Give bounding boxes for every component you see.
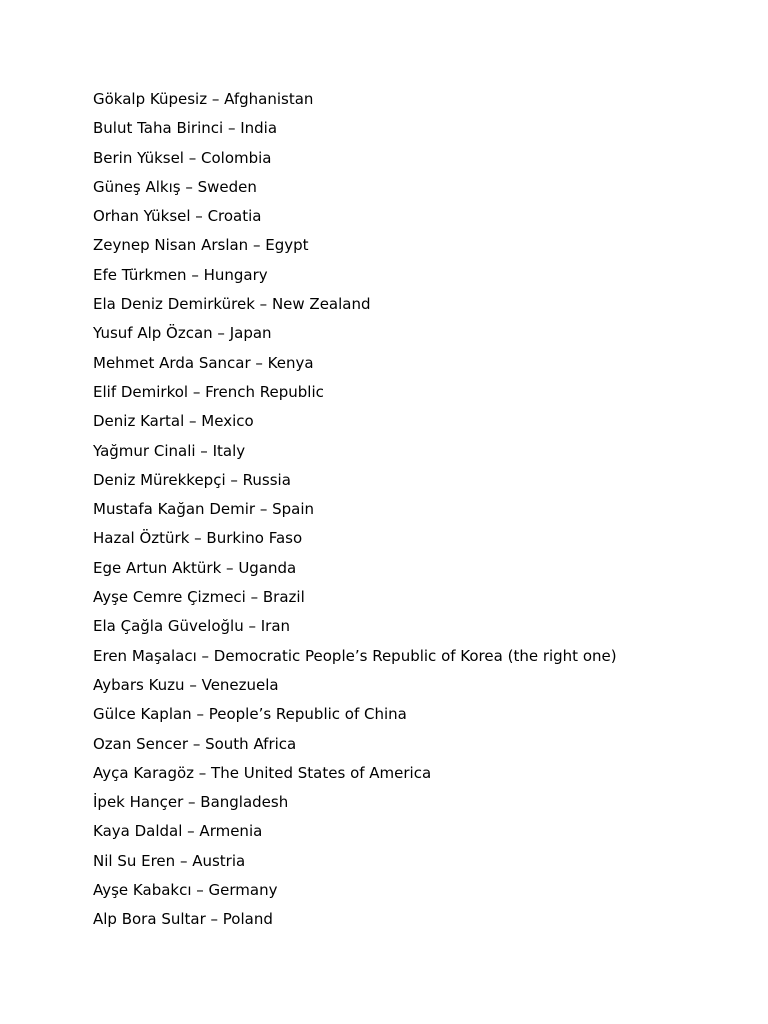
list-item: Alp Bora Sultar – Poland <box>93 910 273 929</box>
list-item: Zeynep Nisan Arslan – Egypt <box>93 236 309 255</box>
list-item: Yusuf Alp Özcan – Japan <box>93 324 272 343</box>
list-item: Aybars Kuzu – Venezuela <box>93 675 279 694</box>
list-item: Nil Su Eren – Austria <box>93 851 246 870</box>
list-item: Orhan Yüksel – Croatia <box>93 207 262 226</box>
list-item: Gökalp Küpesiz – Afghanistan <box>93 90 314 108</box>
list-item: İpek Hançer – Bangladesh <box>93 793 289 812</box>
list-item: Deniz Kartal – Mexico <box>93 412 254 431</box>
list-item: Ayşe Cemre Çizmeci – Brazil <box>93 588 305 607</box>
list-item: Ozan Sencer – South Africa <box>93 734 297 753</box>
list-item: Mehmet Arda Sancar – Kenya <box>93 353 314 372</box>
list-item: Gülce Kaplan – People’s Republic of China <box>93 705 407 724</box>
list-item: Bulut Taha Birinci – India <box>93 119 278 138</box>
list-item: Efe Türkmen – Hungary <box>93 265 268 284</box>
list-item: Yağmur Cinali – Italy <box>93 441 246 460</box>
list-item: Hazal Öztürk – Burkino Faso <box>93 529 303 548</box>
list-item: Deniz Mürekkepçi – Russia <box>93 470 291 489</box>
list-item: Berin Yüksel – Colombia <box>93 148 272 167</box>
name-country-list <box>93 85 617 935</box>
list-item: Ayşe Kabakcı – Germany <box>93 881 278 900</box>
list-item: Elif Demirkol – French Republic <box>93 382 324 401</box>
list-item: Ela Deniz Demirkürek – New Zealand <box>93 295 371 314</box>
list-item: Ela Çağla Güveloğlu – Iran <box>93 617 291 636</box>
list-item: Kaya Daldal – Armenia <box>93 822 263 841</box>
list-item: Ege Artun Aktürk – Uganda <box>93 558 297 577</box>
list-item: Eren Maşalacı – Democratic People’s Republic of Korea (the right one) <box>93 646 617 665</box>
list-item: Ayça Karagöz – The United States of America <box>93 763 432 782</box>
list-item: Mustafa Kağan Demir – Spain <box>93 500 315 519</box>
list-item: Güneş Alkış – Sweden <box>93 177 257 196</box>
